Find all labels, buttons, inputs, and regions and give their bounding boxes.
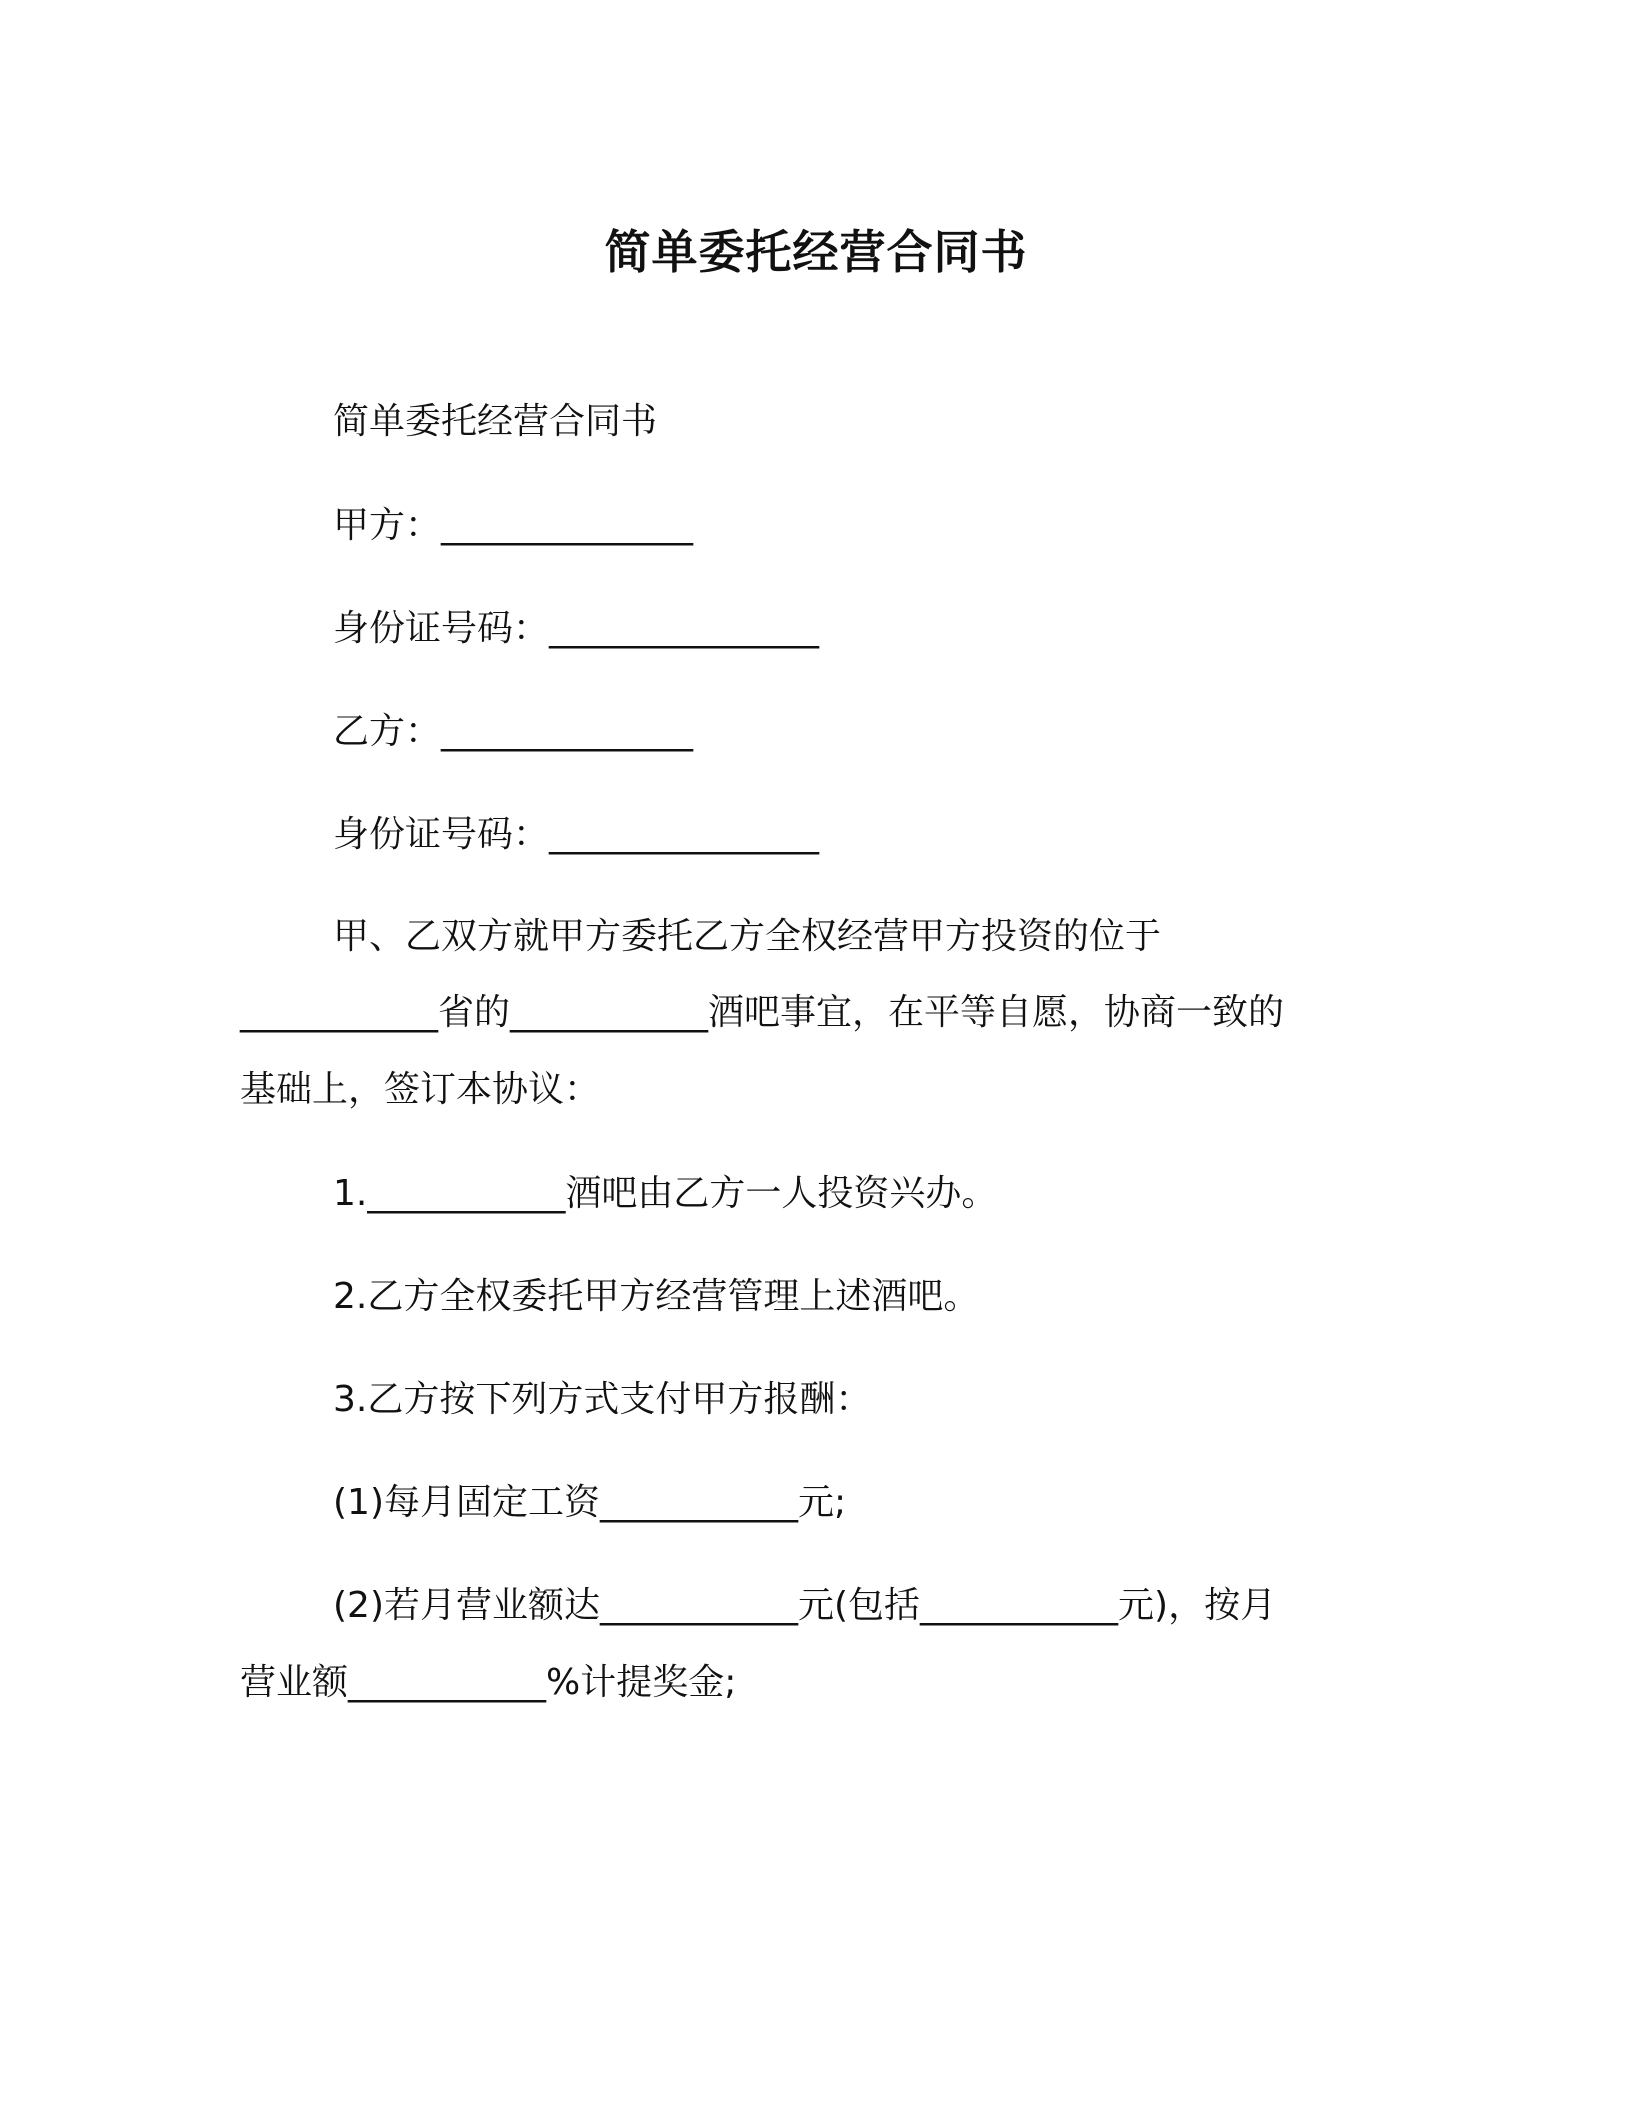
clause-2: 2.乙方全权委托甲方经营管理上述酒吧。 xyxy=(333,1276,980,1317)
preamble-line-1: 甲、乙双方就甲方委托乙方全权经营甲方投资的位于 xyxy=(333,916,1162,957)
party-a-line: 甲方：______________ xyxy=(333,505,694,546)
party-a-id-line: 身份证号码：_______________ xyxy=(333,608,820,649)
subtitle: 简单委托经营合同书 xyxy=(333,401,658,442)
clause-3-item-2-line-1: (2)若月营业额达___________元(包括___________元)，按月 xyxy=(333,1585,1277,1626)
preamble-line-3: 基础上，签订本协议： xyxy=(240,1069,601,1110)
clause-3: 3.乙方按下列方式支付甲方报酬： xyxy=(333,1379,872,1420)
clause-3-item-1: (1)每月固定工资___________元; xyxy=(333,1482,847,1523)
preamble-line-2: ___________省的___________酒吧事宜，在平等自愿，协商一致的 xyxy=(240,992,1285,1033)
party-b-line: 乙方：______________ xyxy=(333,711,694,752)
document-title: 简单委托经营合同书 xyxy=(604,225,1028,279)
clause-1: 1.___________酒吧由乙方一人投资兴办。 xyxy=(333,1173,998,1214)
clause-3-item-2-line-2: 营业额___________%计提奖金; xyxy=(240,1662,737,1703)
party-b-id-line: 身份证号码：_______________ xyxy=(333,814,820,855)
